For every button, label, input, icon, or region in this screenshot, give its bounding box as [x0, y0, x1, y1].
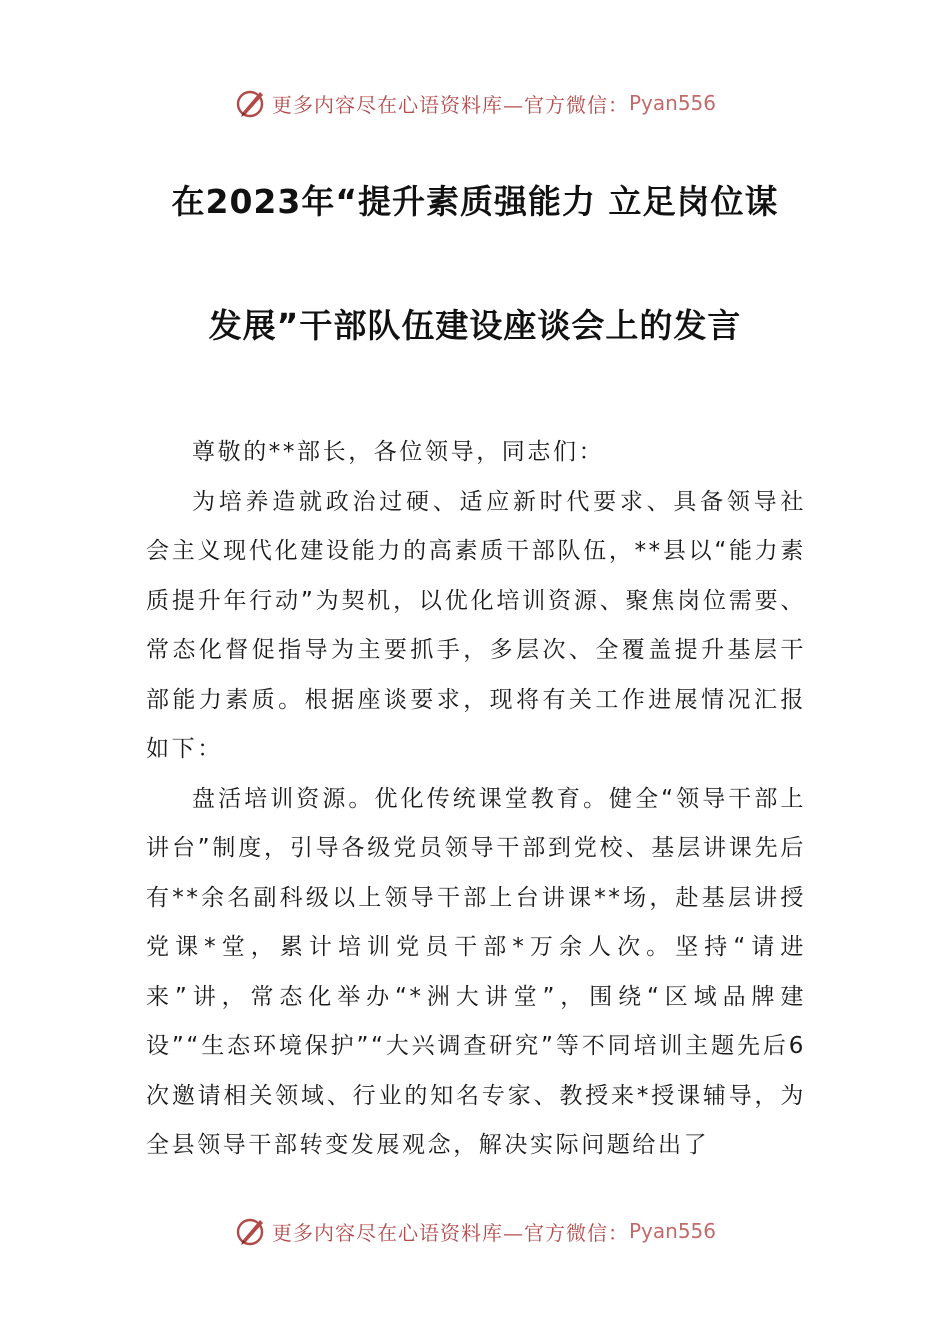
document-title-line-2: 发展”干部队伍建设座谈会上的发言	[208, 306, 742, 345]
watermark-text: 更多内容尽在心语资料库—官方微信：	[271, 92, 629, 117]
watermark-wechat-id: Pyan556	[628, 91, 716, 115]
pen-logo-icon	[234, 1214, 268, 1248]
watermark-footer	[0, 1214, 950, 1248]
document-body	[146, 428, 806, 1171]
salutation: 尊敬的**部长，各位领导，同志们：	[192, 439, 605, 465]
pen-logo-icon	[234, 86, 268, 120]
watermark-header	[0, 86, 950, 120]
body-paragraph: 为培养造就政治过硬、适应新时代要求、具备领导社会主义现代化建设能力的高素质干部队伍，**县以“能力素质提升年行动”为契机，以优化培训资源、聚焦岗位需要、常态化督促指导为主要抓手，多层次、全覆盖提升基层干部能力素质。根据座谈要求，现将有关工作进展情况汇报如下：	[146, 488, 806, 762]
body-paragraph: 盘活培训资源。优化传统课堂教育。健全“领导干部上讲台”制度，引导各级党员领导干部到党校、基层讲课先后有**余名副科级以上领导干部上台讲课**场，赴基层讲授党课*堂，累计培训党员干部*万余人次。坚持“请进来”讲，常态化举办“*洲大讲堂”，围绕“区域品牌建设”“生态环境保护”“大兴调查研究”等不同培训主题先后6次邀请相关领域、行业的知名专家、教授来*授课辅导，为全县领导干部转变发展观念，解决实际问题给出了	[146, 785, 806, 1158]
watermark-wechat-id: Pyan556	[628, 1219, 716, 1243]
document-title-line-1: 在2023年“提升素质强能力 立足岗位谋	[171, 182, 779, 221]
watermark-text: 更多内容尽在心语资料库—官方微信：	[271, 1220, 629, 1245]
